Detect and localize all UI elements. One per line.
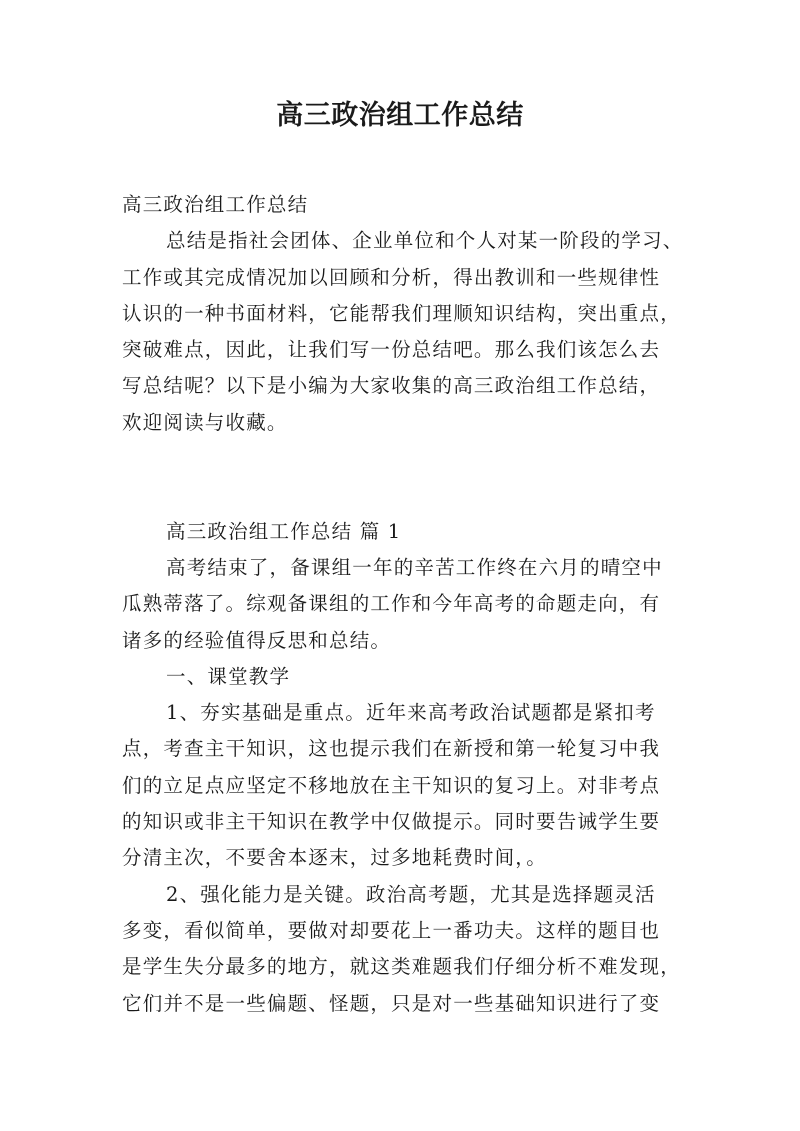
document-body [122,187,682,1022]
subsection-heading: 一、课堂教学 [166,664,291,688]
paragraph-line: 点，考查主干知识，这也提示我们在新授和第一轮复习中我 [122,737,661,761]
intro-paragraph-line: 总结是指社会团体、企业单位和个人对某一阶段的学习、 [166,229,684,253]
blank-line [122,477,682,513]
paragraph-line: 瓜熟蒂落了。综观备课组的工作和今年高考的命题走向，有 [122,592,661,616]
paragraph-line: 的知识或非主干知识在教学中仅做提示。同时要告诫学生要 [122,810,661,834]
intro-paragraph-line: 工作或其完成情况加以回顾和分析，得出教训和一些规律性 [122,265,661,289]
paragraph-line: 2、强化能力是关键。政治高考题，尤其是选择题灵活 [166,882,656,906]
paragraph-line: 多变，看似简单，要做对却要花上一番功夫。这样的题目也 [122,918,661,942]
paragraph-line: 们的立足点应坚定不移地放在主干知识的复习上。对非考点 [122,773,661,797]
blank-line [122,441,682,477]
paragraph-line: 是学生失分最多的地方，就这类难题我们仔细分析不难发现， [122,955,681,979]
paragraph-line: 1、夯实基础是重点。近年来高考政治试题都是紧扣考 [166,701,656,725]
paragraph-line: 分清主次，不要舍本逐末，过多地耗费时间，。 [122,846,547,870]
intro-paragraph-line: 突破难点，因此，让我们写一份总结吧。那么我们该怎么去 [122,338,661,362]
paragraph-line: 诸多的经验值得反思和总结。 [122,628,392,652]
paragraph-line: 它们并不是一些偏题、怪题，只是对一些基础知识进行了变 [122,991,661,1015]
intro-paragraph-line: 认识的一种书面材料，它能帮我们理顺知识结构，突出重点， [122,301,681,325]
section-heading: 高三政治组工作总结 篇 1 [166,519,402,543]
paragraph-line: 高考结束了，备课组一年的辛苦工作终在六月的晴空中 [166,555,663,579]
intro-paragraph-line: 欢迎阅读与收藏。 [122,410,288,434]
document-title: 高三政治组工作总结 [276,100,524,131]
intro-heading: 高三政治组工作总结 [122,193,309,216]
intro-paragraph-line: 写总结呢？以下是小编为大家收集的高三政治组工作总结， [122,374,661,398]
